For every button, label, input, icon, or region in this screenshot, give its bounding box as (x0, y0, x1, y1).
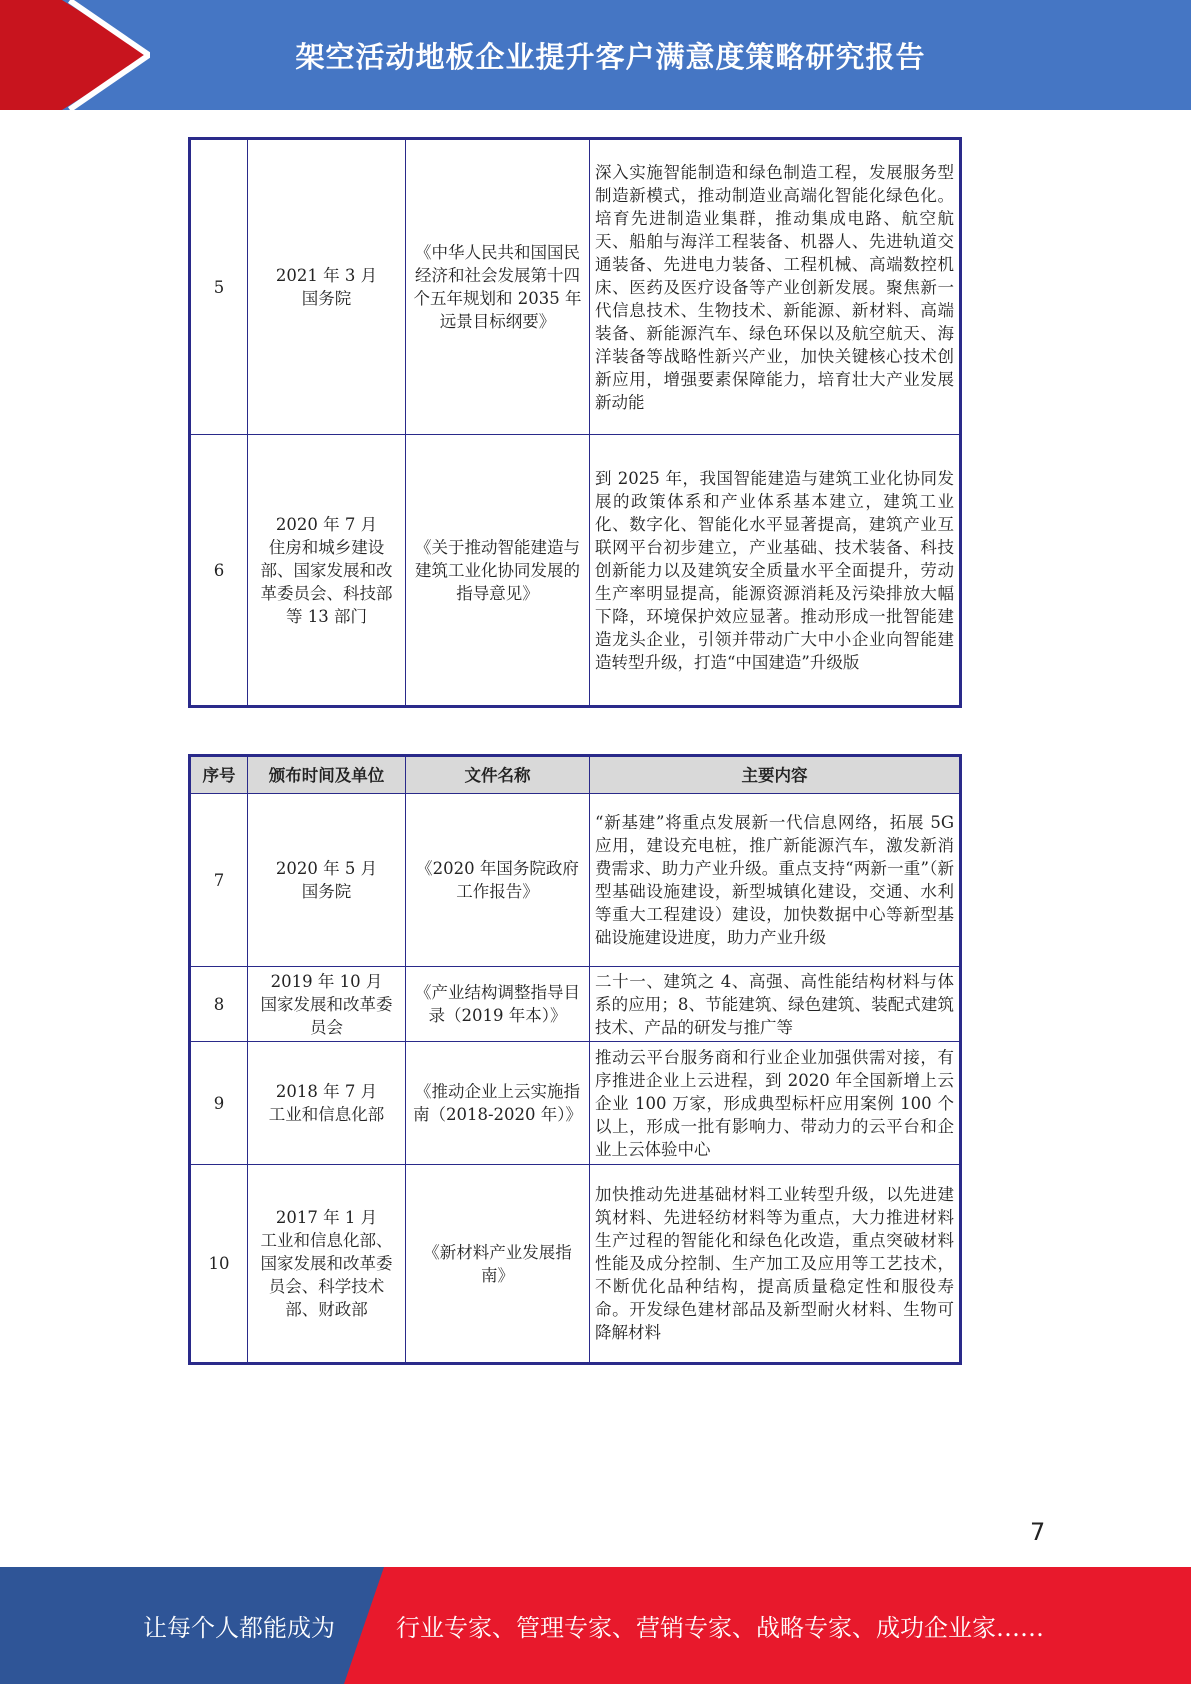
column-header-number: 序号 (190, 756, 248, 794)
issue-time-and-unit: 2017 年 1 月 工业和信息化部、国家发展和改革委员会、科学技术部、财政部 (248, 1165, 406, 1364)
header-red-arrow-decoration (0, 0, 150, 110)
document-name: 《中华人民共和国国民经济和社会发展第十四个五年规划和 2035 年远景目标纲要》 (406, 139, 590, 435)
issue-time-and-unit: 2019 年 10 月 国家发展和改革委员会 (248, 967, 406, 1042)
row-number: 7 (190, 794, 248, 967)
table-row (190, 967, 961, 1042)
document-name: 《推动企业上云实施指南（2018-2020 年）》 (406, 1042, 590, 1165)
issue-time-and-unit: 2018 年 7 月 工业和信息化部 (248, 1042, 406, 1165)
main-content: 加快推动先进基础材料工业转型升级，以先进建筑材料、先进轻纺材料等为重点，大力推进材料生产过程的智能化和绿色化改造，重点突破材料性能及成分控制、生产加工及应用等工艺技术，不断优化品种结构，提高质量稳定性和服役寿命。开发绿色建材部品及新型耐火材料、生物可降解材料 (590, 1165, 961, 1364)
document-name: 《产业结构调整指导目录（2019 年本）》 (406, 967, 590, 1042)
page-number: 7 (1030, 1518, 1046, 1546)
main-content: 二十一、建筑之 4、高强、高性能结构材料与体系的应用；8、节能建筑、绿色建筑、装配式建筑技术、产品的研发与推广等 (590, 967, 961, 1042)
main-content: 深入实施智能制造和绿色制造工程，发展服务型制造新模式，推动制造业高端化智能化绿色化。培育先进制造业集群，推动集成电路、航空航天、船舶与海洋工程装备、机器人、先进轨道交通装备、先进电力装备、工程机械、高端数控机床、医药及医疗设备等产业创新发展。聚焦新一代信息技术、生物技术、新能源、新材料、高端装备、新能源汽车、绿色环保以及航空航天、海洋装备等战略性新兴产业，加快关键核心技术创新应用，增强要素保障能力，培育壮大产业发展新动能 (590, 139, 961, 435)
main-content: 推动云平台服务商和行业企业加强供需对接，有序推进企业上云进程，到 2020 年全国新增上云企业 100 万家，形成典型标杆应用案例 100 个以上，形成一批有影响力、带动力的云平台和企业上云体验中心 (590, 1042, 961, 1165)
table-header-row (190, 756, 961, 794)
table-row (190, 1042, 961, 1165)
table-row (190, 435, 961, 707)
issue-time-and-unit: 2020 年 7 月 住房和城乡建设部、国家发展和改革委员会、科技部等 13 部门 (248, 435, 406, 707)
row-number: 6 (190, 435, 248, 707)
document-name: 《关于推动智能建造与建筑工业化协同发展的指导意见》 (406, 435, 590, 707)
main-content: “新基建”将重点发展新一代信息网络，拓展 5G 应用，建设充电桩，推广新能源汽车，激发新消费需求、助力产业升级。重点支持“两新一重”（新型基础设施建设，新型城镇化建设，交通、水利等重大工程建设）建设，加快数据中心等新型基础设施建设进度，助力产业升级 (590, 794, 961, 967)
issue-time-and-unit: 2020 年 5 月 国务院 (248, 794, 406, 967)
table-row (190, 794, 961, 967)
issue-time-and-unit: 2021 年 3 月 国务院 (248, 139, 406, 435)
page-header (0, 0, 1191, 110)
report-title: 架空活动地板企业提升客户满意度策略研究报告 (295, 39, 926, 74)
footer-slogan-right: 行业专家、管理专家、营销专家、战略专家、成功企业家…… (396, 1614, 1044, 1642)
row-number: 9 (190, 1042, 248, 1165)
document-name: 《2020 年国务院政府工作报告》 (406, 794, 590, 967)
policy-table (188, 754, 962, 1365)
column-header-document-name: 文件名称 (406, 756, 590, 794)
column-header-main-content: 主要内容 (590, 756, 961, 794)
table-row (190, 1165, 961, 1364)
row-number: 8 (190, 967, 248, 1042)
document-name: 《新材料产业发展指南》 (406, 1165, 590, 1364)
footer-slogan-left: 让每个人都能成为 (143, 1614, 335, 1642)
row-number: 5 (190, 139, 248, 435)
policy-table-continued (188, 137, 962, 708)
row-number: 10 (190, 1165, 248, 1364)
table-row (190, 139, 961, 435)
page-footer (0, 1567, 1191, 1684)
main-content: 到 2025 年，我国智能建造与建筑工业化协同发展的政策体系和产业体系基本建立，建筑工业化、数字化、智能化水平显著提高，建筑产业互联网平台初步建立，产业基础、技术装备、科技创新能力以及建筑安全质量水平全面提升，劳动生产率明显提高，能源资源消耗及污染排放大幅下降，环境保护效应显著。推动形成一批智能建造龙头企业，引领并带动广大中小企业向智能建造转型升级，打造“中国建造”升级版 (590, 435, 961, 707)
column-header-time-unit: 颁布时间及单位 (248, 756, 406, 794)
